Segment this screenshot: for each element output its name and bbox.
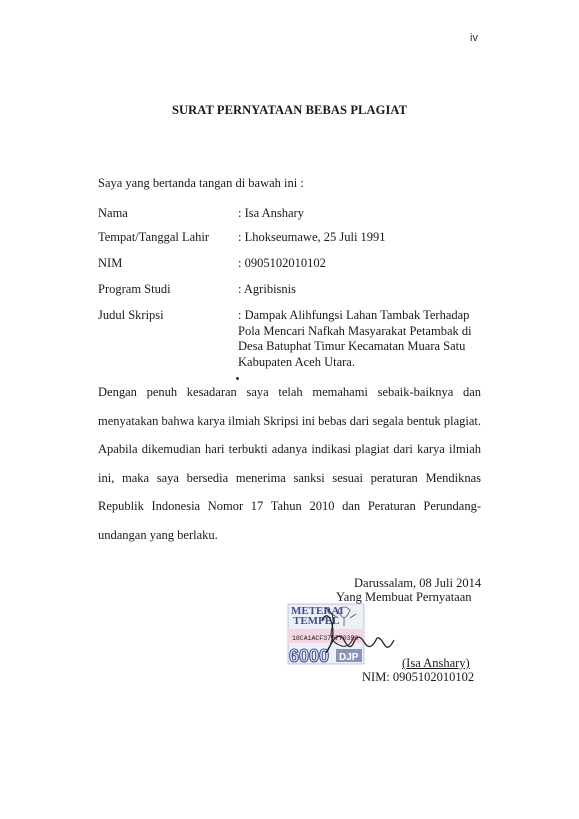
field-value: : Agribisnis (238, 282, 296, 296)
stamp-brand: DJP (339, 652, 359, 663)
stamp-serial: 18CA1ACF370770350 (292, 635, 359, 642)
signature-nim: NIM: 0905102010102 (362, 670, 475, 684)
page-number: iv (470, 32, 478, 44)
signature-name: (Isa Anshary) (402, 656, 470, 670)
signature-role: Yang Membuat Pernyataan (336, 590, 472, 604)
stamp-graphic (286, 600, 410, 666)
field-value: : Isa Anshary (238, 206, 304, 220)
stamp-value: 6000 (289, 646, 330, 666)
field-value: : 0905102010102 (238, 256, 326, 270)
statement-paragraph: Dengan penuh kesadaran saya telah memahami sebaik-baiknya dan menyatakan bahwa karya ilmiah Skripsi ini bebas dari segala bentuk plagiat. Apabila dikemudian hari terbukti adanya indikasi plagiat dari karya ilmiah ini, maka saya bersedia menerima sanksi sesuai peraturan Mendiknas Republik Indonesia Nomor 17 Tahun 2010 dan Peraturan Perundang-undangan yang berlaku. (98, 385, 481, 542)
signature-place-date: Darussalam, 08 Juli 2014 (354, 576, 482, 590)
document-title: SURAT PERNYATAAN BEBAS PLAGIAT (171, 103, 408, 117)
stamp-line1: METERAI (291, 605, 344, 617)
field-label: Program Studi (98, 282, 171, 296)
duty-stamp (286, 600, 410, 666)
field-label: Judul Skripsi (98, 308, 164, 322)
stamp-line2: TEMPEL (293, 615, 340, 627)
field-label: Tempat/Tanggal Lahir (98, 230, 210, 244)
intro-text: Saya yang bertanda tangan di bawah ini : (98, 176, 304, 190)
field-value: : Lhokseumawe, 25 Juli 1991 (238, 230, 386, 244)
field-value: : Dampak Alihfungsi Lahan Tambak Terhadap Pola Mencari Nafkah Masyarakat Petambak di Desa Batuphat Timur Kecamatan Muara Satu Kabupaten Aceh Utara. (238, 308, 472, 369)
field-label: Nama (98, 206, 128, 220)
field-label: NIM (98, 256, 123, 270)
